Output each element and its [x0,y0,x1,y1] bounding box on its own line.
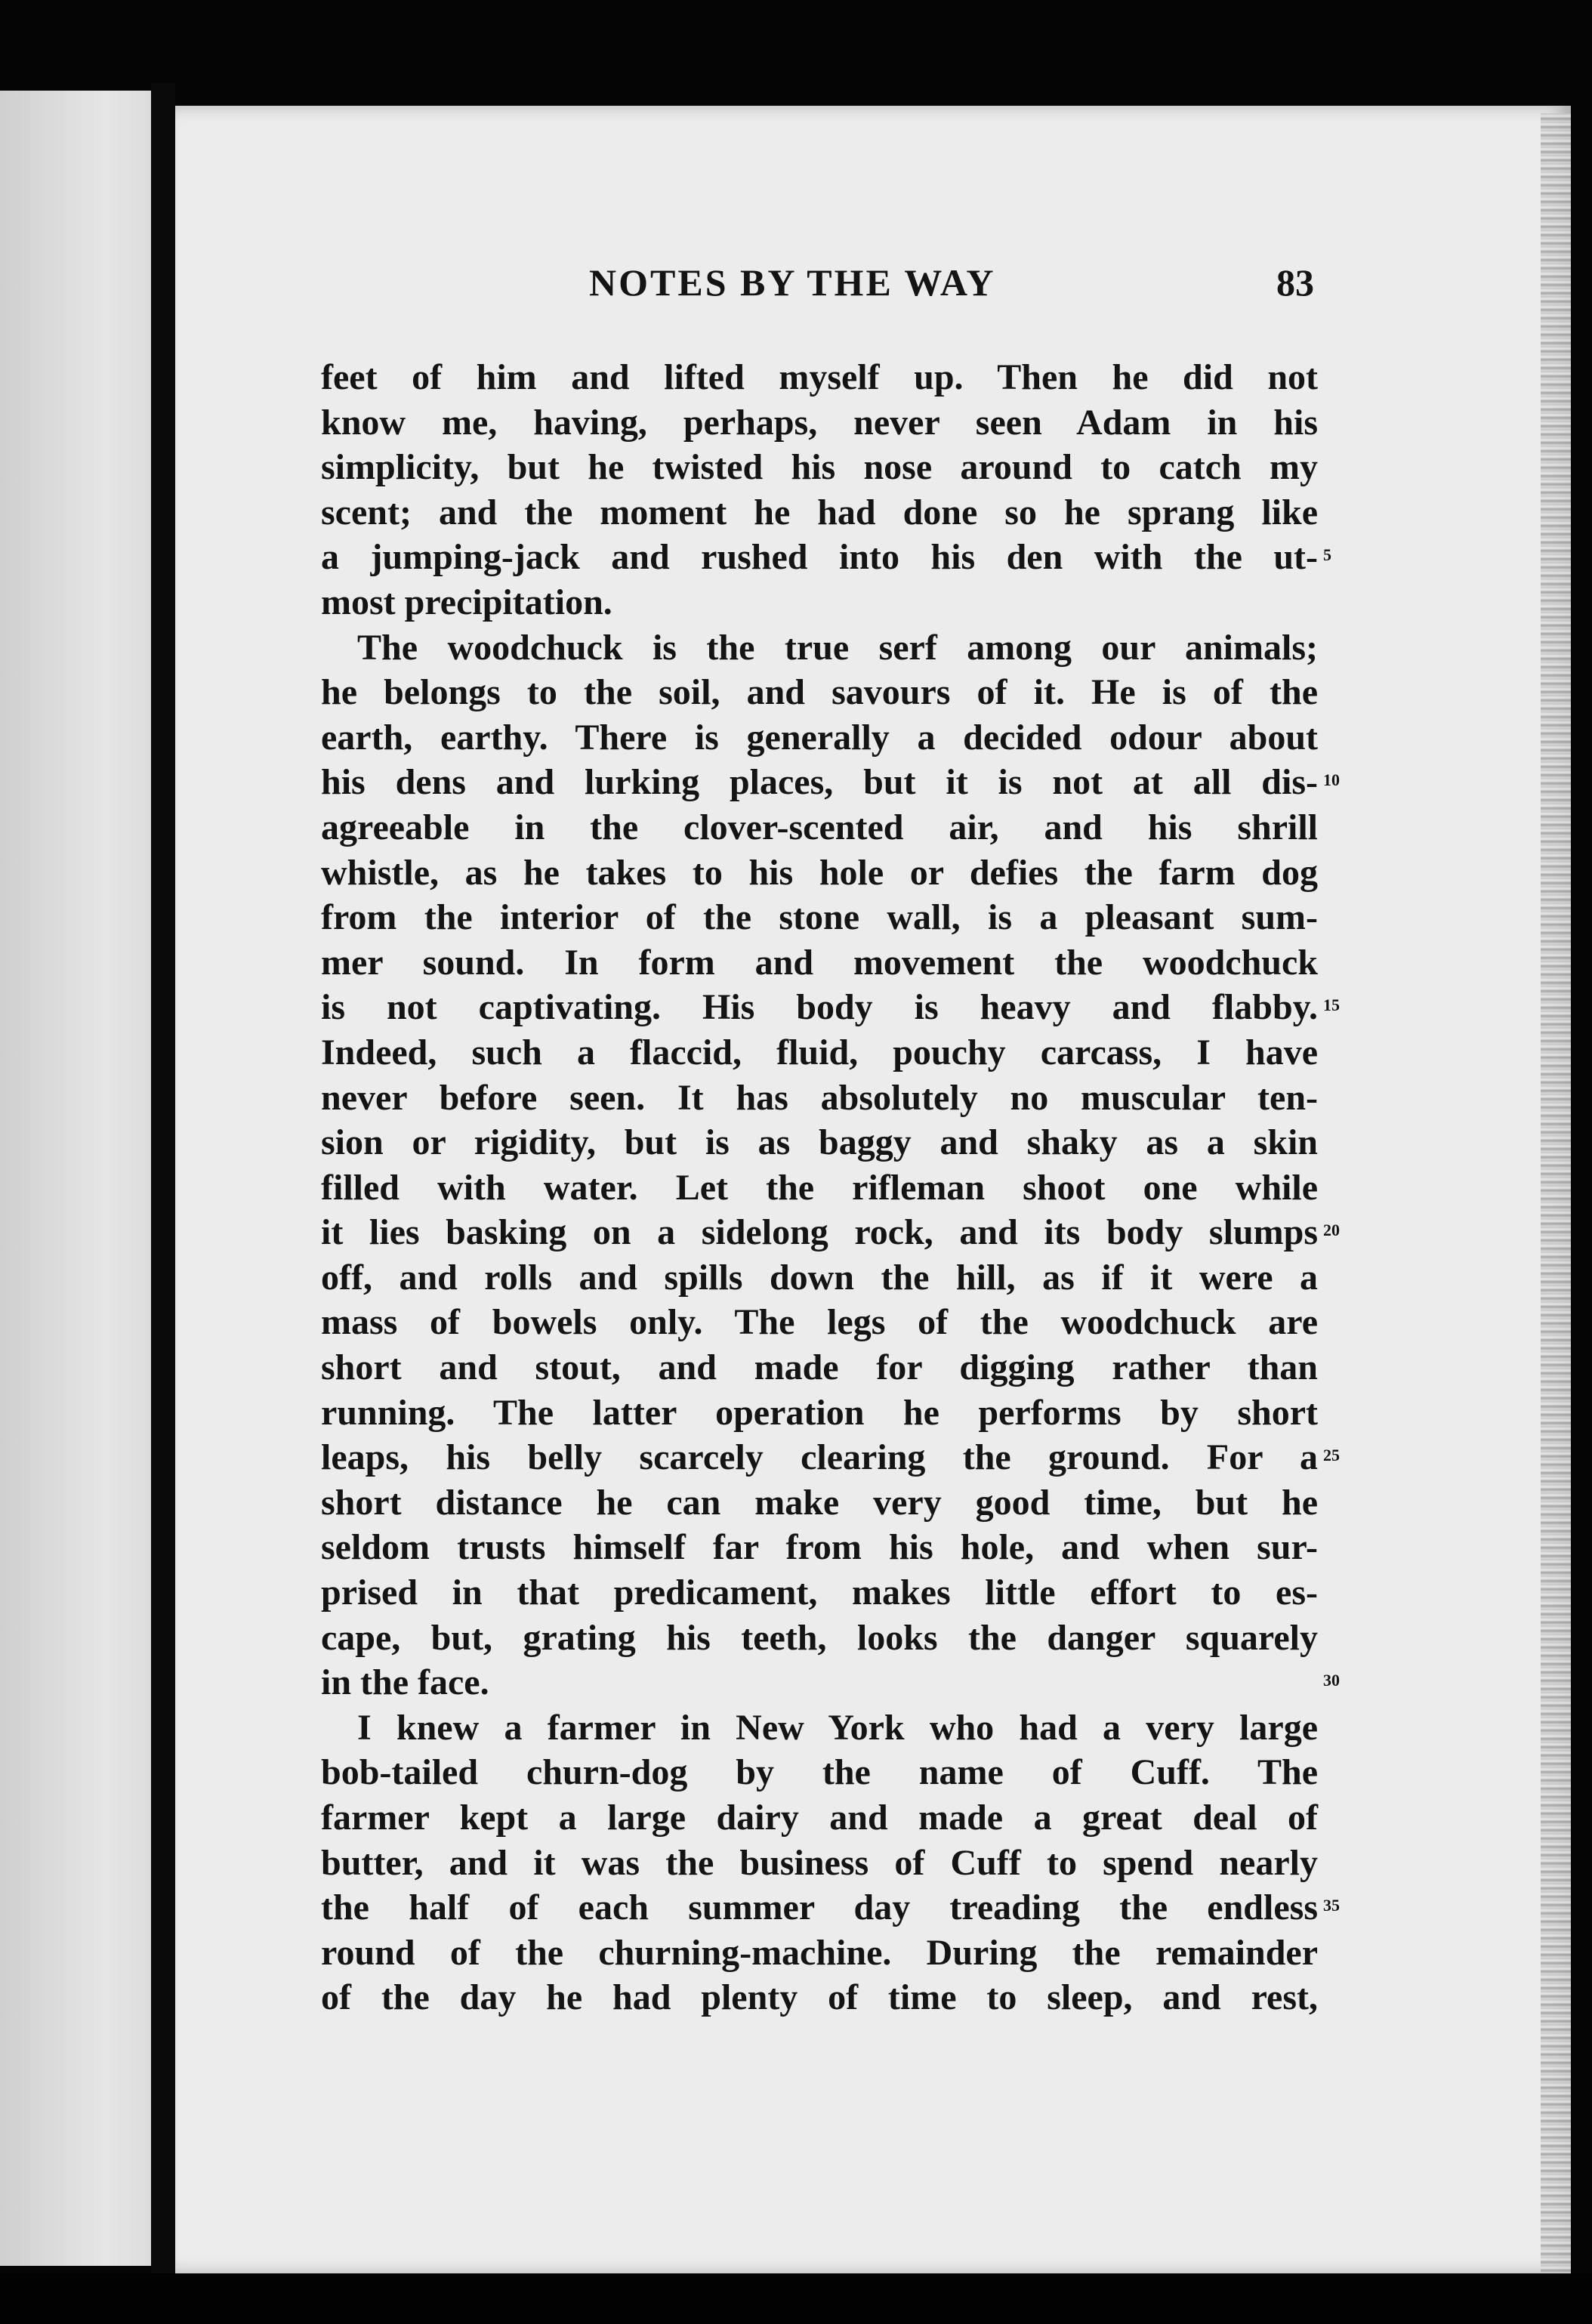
line-number-marker: 35 [1323,1896,1340,1915]
text-line: sion or rigidity, but is as baggy and shaky as a skin [321,1122,1318,1163]
text-line: agreeable in the clover-scented air, and his shrill [321,807,1318,847]
text-line: in the face. [321,1662,489,1703]
text-line: round of the churning-machine. During the remainder [321,1932,1318,1973]
text-line: from the interior of the stone wall, is a pleasant sum- [321,897,1318,938]
line-number-marker: 20 [1323,1221,1340,1240]
page-edge-stack [1541,113,1571,2273]
text-line: the half of each summer day treading the endless [321,1887,1318,1928]
text-line: mass of bowels only. The legs of the woodchuck are [321,1302,1318,1343]
text-line: leaps, his belly scarcely clearing the ground. For a [321,1437,1318,1478]
text-line: simplicity, but he twisted his nose around to catch my [321,447,1318,488]
text-line: it lies basking on a sidelong rock, and its body slumps [321,1212,1318,1253]
running-head: NOTES BY THE WAY [589,261,996,304]
text-line: seldom trusts himself far from his hole, and when sur- [321,1527,1318,1568]
text-line: know me, having, perhaps, never seen Adam in his [321,402,1318,443]
text-line: cape, but, grating his teeth, looks the danger squarely [321,1617,1318,1658]
facing-page-edge [0,91,151,2266]
body-text [321,355,1318,2020]
text-line: feet of him and lifted myself up. Then he did not [321,357,1318,397]
line-number-marker: 10 [1323,770,1340,790]
text-line: earth, earthy. There is generally a decided odour about [321,717,1318,758]
text-line: is not captivating. His body is heavy and flabby. [321,987,1318,1028]
text-line: short distance he can make very good time, but he [321,1482,1318,1523]
book-gutter [151,83,175,2273]
text-line: scent; and the moment he had done so he sprang like [321,492,1318,532]
text-line: farmer kept a large dairy and made a great deal of [321,1798,1318,1838]
text-line: a jumping-jack and rushed into his den with the ut- [321,537,1318,578]
text-line: running. The latter operation he performs by short [321,1392,1318,1433]
text-line: Indeed, such a flaccid, fluid, pouchy carcass, I have [321,1032,1318,1072]
text-line: he belongs to the soil, and savours of it. He is of the [321,672,1318,713]
text-line: mer sound. In form and movement the woodchuck [321,942,1318,983]
scan-bottom-border [0,2273,1592,2324]
line-number-marker: 15 [1323,995,1340,1015]
line-number-marker: 25 [1323,1446,1340,1465]
text-line: off, and rolls and spills down the hill, as if it were a [321,1257,1318,1298]
text-line: The woodchuck is the true serf among our animals; [357,627,1318,668]
text-line: never before seen. It has absolutely no muscular ten- [321,1077,1318,1118]
line-number-marker: 30 [1323,1671,1340,1690]
text-line: filled with water. Let the rifleman shoot one while [321,1167,1318,1208]
text-line: butter, and it was the business of Cuff to spend nearly [321,1842,1318,1883]
page-number: 83 [1276,261,1314,304]
text-line: prised in that predicament, makes little effort to es- [321,1572,1318,1613]
text-line: his dens and lurking places, but it is not at all dis- [321,762,1318,803]
line-number-marker: 5 [1323,545,1331,565]
text-line: bob-tailed churn-dog by the name of Cuff. The [321,1752,1318,1793]
text-line: of the day he had plenty of time to sleep, and rest, [321,1977,1318,2018]
text-line: I knew a farmer in New York who had a very large [357,1707,1318,1748]
text-line: whistle, as he takes to his hole or defies the farm dog [321,852,1318,893]
text-line: short and stout, and made for digging rather than [321,1347,1318,1388]
text-line: most precipitation. [321,582,612,622]
